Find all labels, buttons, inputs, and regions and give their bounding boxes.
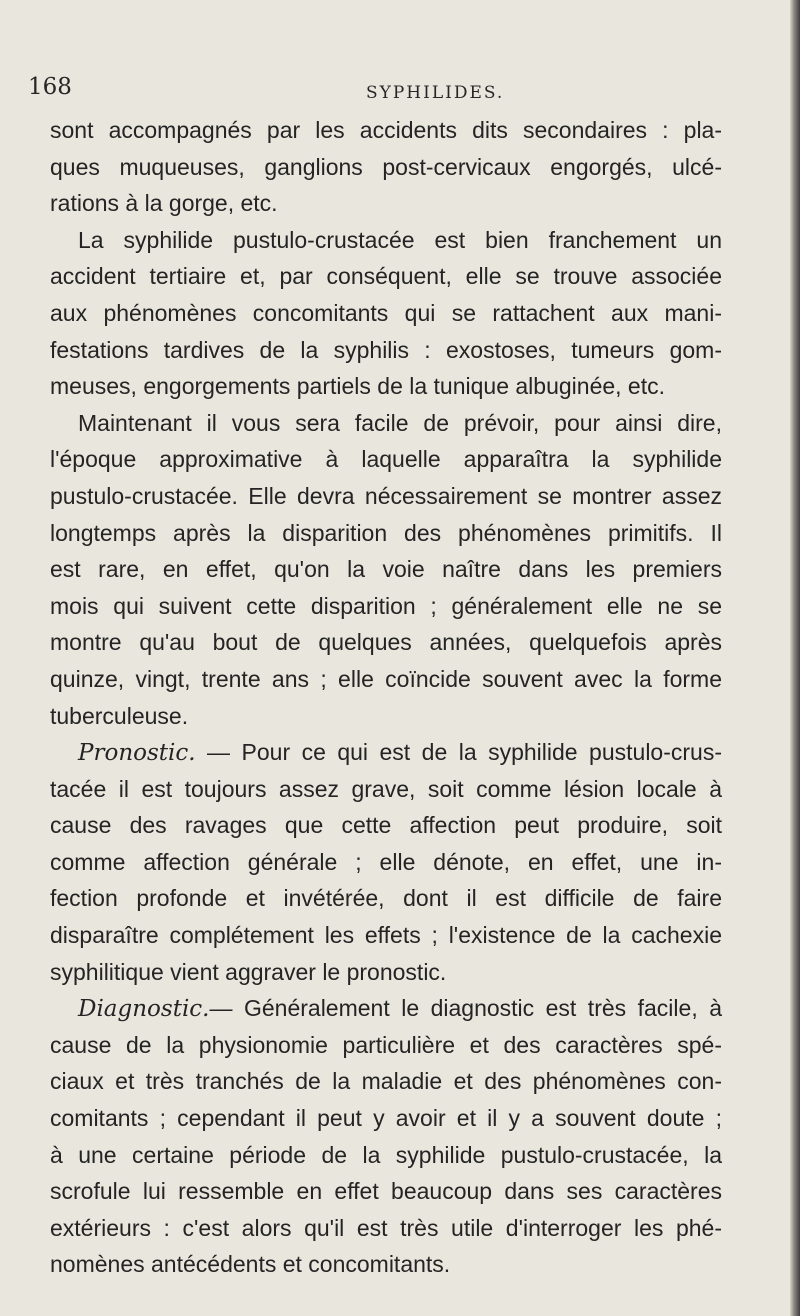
- running-title: SYPHILIDES.: [366, 83, 505, 103]
- text-line: quinze, vingt, trente ans ; elle coïncide souvent avec la forme: [50, 665, 722, 692]
- text-line: est rare, en effet, qu'on la voie naître dans les premiers: [50, 556, 722, 583]
- page-number: 168: [28, 74, 72, 100]
- text-line: montre qu'au bout de quelques années, quelquefois après: [50, 629, 722, 656]
- text-line: tacée il est toujours assez grave, soit comme lésion locale à: [50, 775, 722, 802]
- text-line: sont accompagnés par les accidents dits secondaires : pla-: [50, 117, 722, 143]
- text-span: — Pour ce qui est de la syphilide pustulo-crus-: [195, 739, 722, 766]
- text-line: festations tardives de la syphilis : exostoses, tumeurs gom-: [50, 336, 722, 363]
- text-line: longtemps après la disparition des phénomènes primitifs. Il: [50, 519, 722, 546]
- text-line: La syphilide pustulo-crustacée est bien franchement un: [78, 226, 722, 253]
- text-line: cause des ravages que cette affection peut produire, soit: [50, 812, 722, 839]
- text-line: [50, 734, 722, 771]
- text-line: tuberculeuse.: [50, 702, 189, 729]
- text-line: scrofule lui ressemble en effet beaucoup dans ses caractères: [50, 1178, 722, 1205]
- text-line: Maintenant il vous sera facile de prévoir, pour ainsi dire,: [78, 409, 722, 436]
- page-body: [50, 112, 722, 1283]
- text-line: mois qui suivent cette disparition ; généralement elle ne se: [50, 592, 722, 619]
- section-heading-pronostic: Pronostic.: [78, 740, 196, 767]
- text-line: comme affection générale ; elle dénote, en effet, une in-: [50, 848, 722, 875]
- text-line: [50, 990, 722, 1027]
- text-line: meuses, engorgements partiels de la tunique albuginée, etc.: [50, 373, 666, 400]
- text-line: ques muqueuses, ganglions post-cervicaux engorgés, ulcé-: [50, 153, 722, 180]
- text-line: comitants ; cependant il peut y avoir et il y a souvent doute ;: [50, 1105, 722, 1132]
- text-line: accident tertiaire et, par conséquent, elle se trouve associée: [50, 263, 722, 290]
- section-heading-diagnostic: Diagnostic.: [78, 996, 210, 1023]
- text-line: fection profonde et invétérée, dont il est difficile de faire: [50, 885, 722, 912]
- text-line: disparaître complétement les effets ; l'existence de la cachexie: [50, 922, 722, 949]
- text-line: nomènes antécédents et concomitants.: [50, 1251, 451, 1278]
- text-line: syphilitique vient aggraver le pronostic.: [50, 958, 447, 985]
- text-line: rations à la gorge, etc.: [50, 190, 278, 217]
- text-span: — Généralement le diagnostic est très facile, à: [209, 995, 722, 1022]
- text-line: cause de la physionomie particulière et des caractères spé-: [50, 1031, 722, 1058]
- text-line: l'époque approximative à laquelle apparaîtra la syphilide: [50, 446, 722, 473]
- text-line: à une certaine période de la syphilide pustulo-crustacée, la: [50, 1141, 722, 1168]
- text-line: pustulo-crustacée. Elle devra nécessairement se montrer assez: [50, 482, 722, 509]
- text-line: ciaux et très tranchés de la maladie et des phénomènes con-: [50, 1068, 722, 1095]
- text-line: aux phénomènes concomitants qui se rattachent aux mani-: [50, 299, 722, 326]
- text-line: extérieurs : c'est alors qu'il est très utile d'interroger les phé-: [50, 1214, 722, 1241]
- page-edge-shadow: [790, 0, 800, 1316]
